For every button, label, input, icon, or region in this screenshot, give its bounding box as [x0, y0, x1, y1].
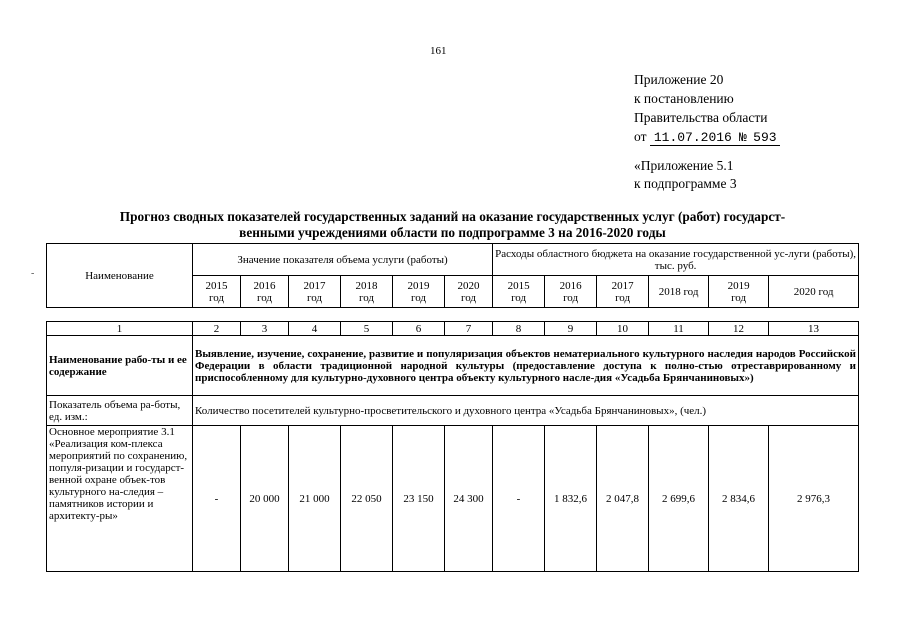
- subappendix-line-2: к подпрограмме 3: [634, 176, 737, 191]
- subappendix-block: [634, 157, 737, 193]
- header-year-cell: 2016 год: [545, 276, 597, 308]
- appendix-line-3: Правительства области: [634, 110, 768, 125]
- appendix-line-2: к постановлению: [634, 91, 734, 106]
- header-year-cell: 2015 год: [493, 276, 545, 308]
- work-name-row: [47, 336, 859, 396]
- column-number: 13: [769, 322, 859, 336]
- measure-row: [47, 426, 859, 572]
- value-cell: 2 699,6: [649, 426, 709, 572]
- column-number: 8: [493, 322, 545, 336]
- header-year-cell: 2017 год: [597, 276, 649, 308]
- header-year-cell: 2020 год: [445, 276, 493, 308]
- header-year-cell: 2016 год: [241, 276, 289, 308]
- value-cell: 20 000: [241, 426, 289, 572]
- title-line-1: Прогноз сводных показателей государственных заданий на оказание государственных услуг (работ) государст-: [119, 209, 786, 224]
- work-name-value: Выявление, изучение, сохранение, развитие и популяризация объектов нематериального культурного наследия народов Российской Федерации в области традиционной народной культуры (предоставление доступа к полно-стью отреставрированному и приспособленному для культурно-духовного центра объекту культурного насле-дия «Усадьба Брянчаниновых»): [193, 336, 859, 396]
- work-name-label: Наименование рабо-ты и ее содержание: [47, 336, 193, 396]
- measure-label: Основное мероприятие 3.1 «Реализация ком-плекса мероприятий по сохранению, популя-ризации и государст-венной охране объек-тов культурного на-следия – памятников истории и архитекту-ры»: [47, 426, 193, 572]
- appendix-date-line: [634, 127, 780, 146]
- header-year-cell: 2020 год: [769, 276, 859, 308]
- value-cell: 2 976,3: [769, 426, 859, 572]
- document-number: 593: [750, 131, 780, 146]
- subappendix-line-1: «Приложение 5.1: [634, 158, 734, 173]
- column-number: 1: [47, 322, 193, 336]
- date-prefix: от: [634, 129, 647, 144]
- column-number: 3: [241, 322, 289, 336]
- margin-mark: -: [31, 268, 35, 279]
- value-cell: 2 047,8: [597, 426, 649, 572]
- value-cell: 21 000: [289, 426, 341, 572]
- indicator-label: Показатель объема ра-боты, ед. изм.:: [47, 396, 193, 426]
- value-cell: -: [493, 426, 545, 572]
- header-year-cell: 2017 год: [289, 276, 341, 308]
- value-cell: 2 834,6: [709, 426, 769, 572]
- page-number: 161: [430, 45, 447, 57]
- number-sign: №: [736, 131, 750, 146]
- column-number: 2: [193, 322, 241, 336]
- body-table: [46, 321, 859, 572]
- column-number: 11: [649, 322, 709, 336]
- indicator-value: Количество посетителей культурно-просветительского и духовного центра «Усадьба Брянчаниновых», (чел.): [193, 396, 859, 426]
- document-title: [60, 209, 845, 241]
- appendix-line-1: Приложение 20: [634, 72, 724, 87]
- column-number-row: [47, 322, 859, 336]
- header-group-volume: Значение показателя объема услуги (работы): [193, 244, 493, 276]
- header-group-expenses: Расходы областного бюджета на оказание государственной ус-луги (работы), тыс. руб.: [493, 244, 859, 276]
- column-number: 4: [289, 322, 341, 336]
- header-name-cell: Наименование: [47, 244, 193, 308]
- column-number: 9: [545, 322, 597, 336]
- header-year-cell: 2018 год: [341, 276, 393, 308]
- date-value: 11.07.2016: [650, 131, 736, 146]
- column-number: 12: [709, 322, 769, 336]
- appendix-block: [634, 70, 780, 146]
- value-cell: 1 832,6: [545, 426, 597, 572]
- header-year-cell: 2018 год: [649, 276, 709, 308]
- column-number: 7: [445, 322, 493, 336]
- title-line-2: венными учреждениями области по подпрограмме 3 на 2016-2020 годы: [239, 225, 666, 240]
- indicator-row: [47, 396, 859, 426]
- header-year-cell: 2019 год: [709, 276, 769, 308]
- value-cell: 22 050: [341, 426, 393, 572]
- column-number: 10: [597, 322, 649, 336]
- value-cell: -: [193, 426, 241, 572]
- column-number: 5: [341, 322, 393, 336]
- header-table: [46, 243, 859, 308]
- header-year-cell: 2019 год: [393, 276, 445, 308]
- column-number: 6: [393, 322, 445, 336]
- header-year-cell: 2015 год: [193, 276, 241, 308]
- value-cell: 23 150: [393, 426, 445, 572]
- value-cell: 24 300: [445, 426, 493, 572]
